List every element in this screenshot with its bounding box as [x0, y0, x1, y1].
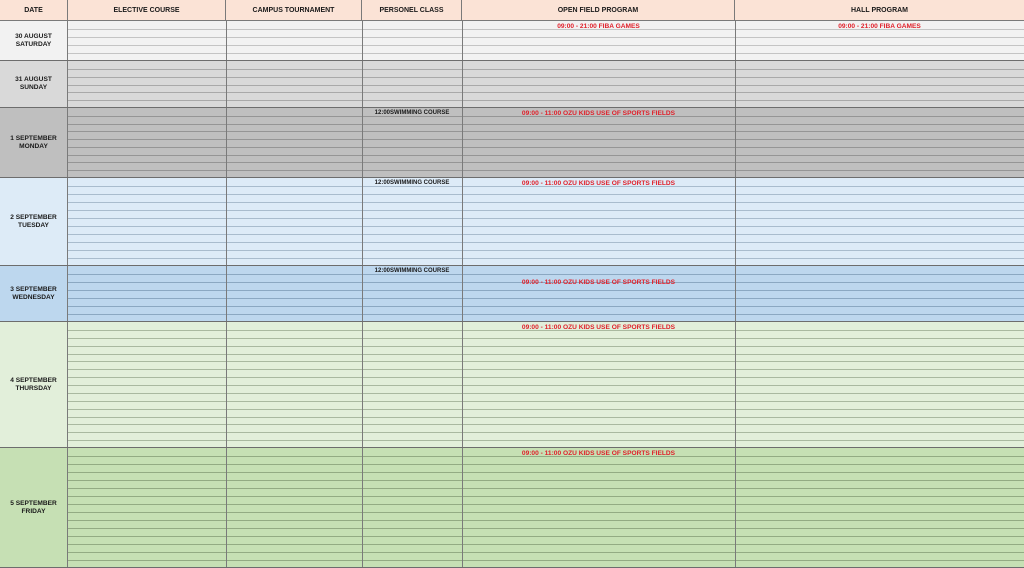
weekday-label: MONDAY: [19, 142, 48, 150]
header-personel-class[interactable]: PERSONEL CLASS: [362, 0, 462, 21]
open_field-event[interactable]: 09:00 - 11:00 OZU KIDS USE OF SPORTS FIELDS: [521, 279, 676, 286]
date-cell[interactable]: [0, 61, 68, 107]
date-cell[interactable]: [0, 21, 68, 60]
open_field-event[interactable]: 09:00 - 21:00 FIBA GAMES: [557, 23, 640, 30]
date-label: 3 SEPTEMBER: [10, 285, 57, 293]
column-divider: [226, 178, 227, 265]
column-divider: [462, 61, 463, 107]
column-divider: [735, 322, 736, 447]
header-campus-tournament[interactable]: CAMPUS TOURNAMENT: [226, 0, 362, 21]
weekday-label: TUESDAY: [18, 221, 49, 229]
column-divider: [462, 108, 463, 177]
column-divider: [362, 178, 363, 265]
hall-event[interactable]: 09:00 - 21:00 FIBA GAMES: [838, 23, 921, 30]
swimming-course-event[interactable]: 12:00SWIMMING COURSE: [374, 268, 450, 274]
swimming-course-event[interactable]: 12:00SWIMMING COURSE: [374, 110, 450, 116]
column-divider: [226, 448, 227, 567]
open_field-event[interactable]: 09:00 - 11:00 OZU KIDS USE OF SPORTS FIELDS: [521, 324, 676, 331]
open_field-event[interactable]: 09:00 - 11:00 OZU KIDS USE OF SPORTS FIELDS: [521, 110, 676, 117]
column-divider: [362, 61, 363, 107]
header-row: [0, 0, 1024, 21]
day-block: [0, 448, 1024, 568]
header-hall-program[interactable]: HALL PROGRAM: [850, 7, 909, 14]
column-divider: [362, 322, 363, 447]
day-grid[interactable]: [68, 448, 1024, 567]
date-cell[interactable]: [0, 322, 68, 447]
date-label: 4 SEPTEMBER: [10, 376, 57, 384]
header-elective-course[interactable]: ELECTIVE COURSE: [68, 0, 226, 21]
day-block: [0, 61, 1024, 108]
day-block: [0, 108, 1024, 178]
day-block: [0, 178, 1024, 266]
weekday-label: SATURDAY: [15, 40, 52, 48]
column-divider: [462, 266, 463, 321]
column-divider: [462, 322, 463, 447]
weekday-label: FRIDAY: [21, 507, 46, 515]
weekday-label: WEDNESDAY: [12, 293, 55, 301]
column-divider: [735, 266, 736, 321]
column-divider: [226, 61, 227, 107]
header-open-field-program[interactable]: OPEN FIELD PROGRAM: [462, 0, 735, 21]
day-grid[interactable]: [68, 61, 1024, 107]
column-divider: [462, 448, 463, 567]
date-cell[interactable]: [0, 266, 68, 321]
column-divider: [362, 448, 363, 567]
column-divider: [735, 448, 736, 567]
day-grid[interactable]: [68, 178, 1024, 265]
header-date[interactable]: DATE: [0, 0, 68, 21]
date-cell[interactable]: [0, 448, 68, 567]
column-divider: [735, 178, 736, 265]
day-grid[interactable]: [68, 21, 1024, 60]
column-divider: [226, 108, 227, 177]
day-block: [0, 266, 1024, 322]
weekday-label: SUNDAY: [19, 84, 48, 91]
open_field-event[interactable]: 09:00 - 11:00 OZU KIDS USE OF SPORTS FIELDS: [521, 450, 676, 457]
column-divider: [226, 21, 227, 60]
column-divider: [735, 61, 736, 107]
day-grid[interactable]: [68, 108, 1024, 177]
column-divider: [462, 178, 463, 265]
swimming-course-event[interactable]: 12:00SWIMMING COURSE: [374, 180, 450, 186]
weekday-label: THURSDAY: [15, 384, 52, 392]
day-block: [0, 322, 1024, 448]
column-divider: [226, 322, 227, 447]
date-label: 5 SEPTEMBER: [10, 499, 57, 507]
date-label: 2 SEPTEMBER: [10, 213, 57, 221]
column-divider: [226, 266, 227, 321]
column-divider: [362, 21, 363, 60]
date-cell[interactable]: [0, 178, 68, 265]
column-divider: [362, 108, 363, 177]
date-cell[interactable]: [0, 108, 68, 177]
date-label: 30 AUGUST: [15, 32, 52, 40]
open_field-event[interactable]: 09:00 - 11:00 OZU KIDS USE OF SPORTS FIELDS: [521, 180, 676, 187]
day-grid[interactable]: [68, 266, 1024, 321]
day-block: [0, 21, 1024, 61]
date-label: 1 SEPTEMBER: [10, 134, 57, 142]
column-divider: [735, 108, 736, 177]
date-label: 31 AUGUST: [15, 76, 52, 83]
day-grid[interactable]: [68, 322, 1024, 447]
